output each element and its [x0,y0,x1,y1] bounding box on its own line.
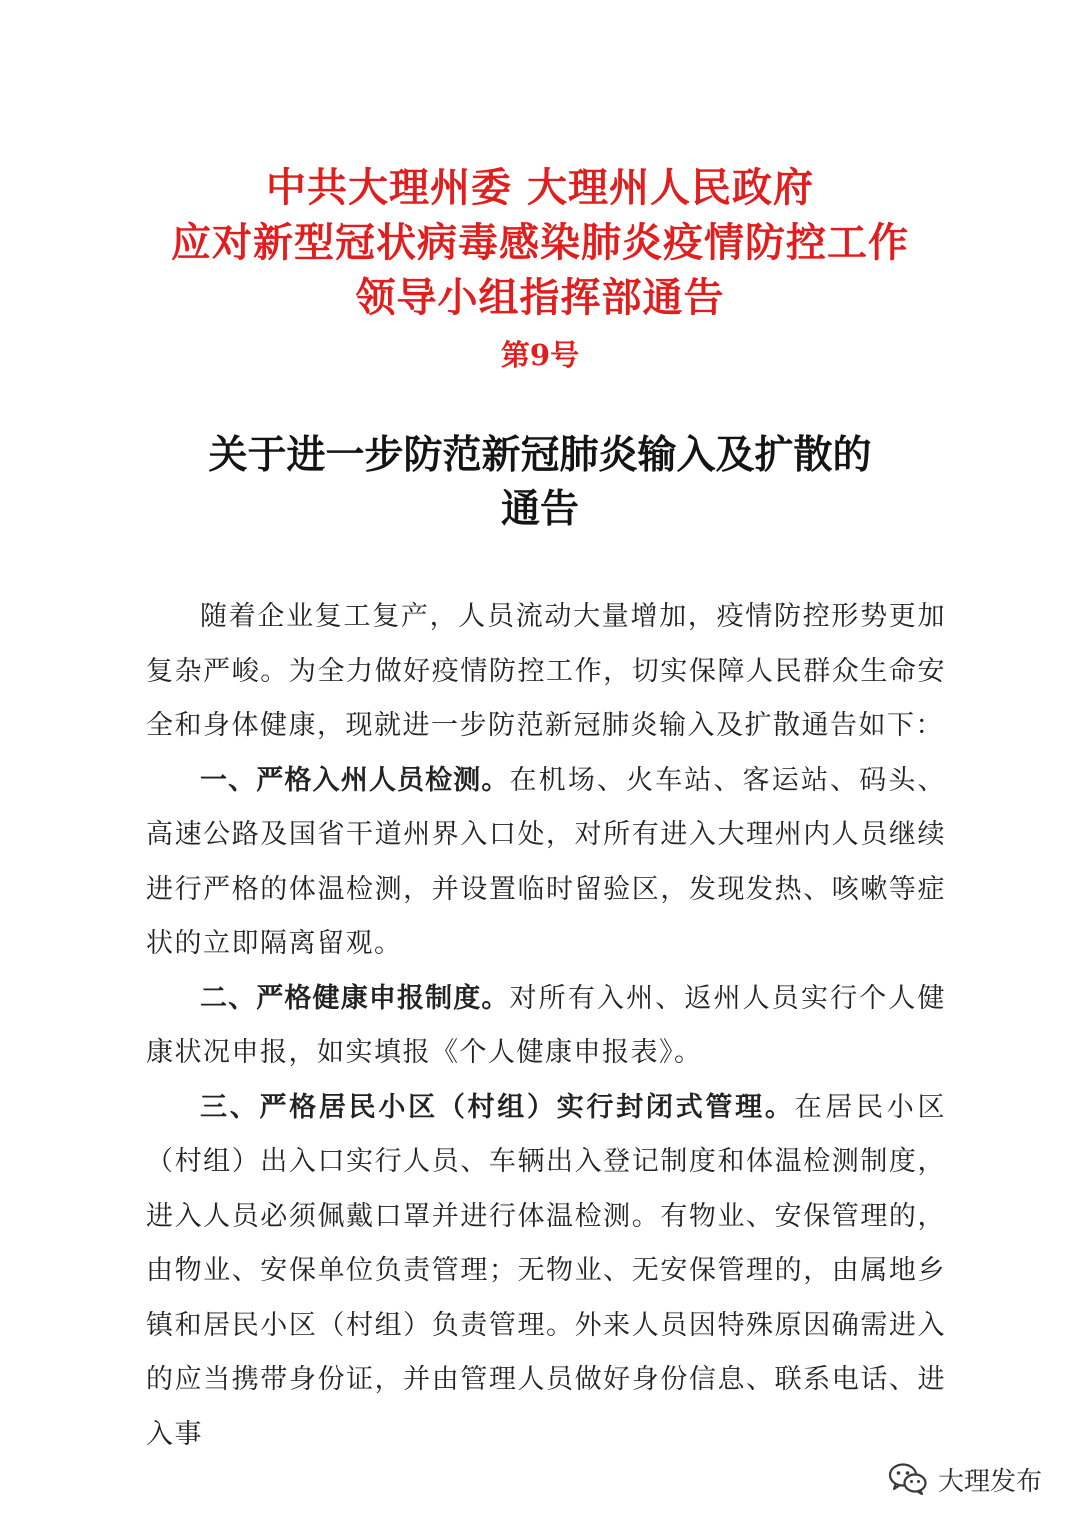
issuer-line-1: 中共大理州委 大理州人民政府 [266,164,814,211]
item-paragraph-2 [146,972,946,1081]
notice-title [0,428,1080,536]
item-text-1: 在机场、火车站、客运站、码头、高速公路及国省干道州界入口处，对所有进入大理州内人员继续进行严格的体温检测，并设置临时留验区，发现发热、咳嗽等症状的立即隔离留观。 [146,764,947,959]
source-watermark [888,1455,1042,1503]
notice-title-line-2: 通告 [500,486,579,532]
wechat-icon [888,1462,928,1496]
item-text-3: 在居民小区（村组）出入口实行人员、车辆出入登记制度和体温检测制度，进入人员必须佩戴口罩并进行体温检测。有物业、安保管理的，由物业、安保单位负责管理；无物业、无安保管理的，由属地乡镇和居民小区（村组）负责管理。外来人员因特殊原因确需进入的应当携带身份证，并由管理人员做好身份信息、联系电话、进入事 [146,1091,947,1450]
item-paragraph-1 [146,754,946,972]
item-text-2: 对所有入州、返州人员实行个人健康状况申报，如实填报《个人健康申报表》。 [146,982,947,1068]
intro-paragraph: 随着企业复工复产，人员流动大量增加，疫情防控形势更加复杂严峻。为全力做好疫情防控工作，切实保障人民群众生命安全和身体健康，现就进一步防范新冠肺炎输入及扩散通告如下： [146,601,946,741]
watermark-label: 大理发布 [938,1466,1043,1497]
item-heading-2: 二、严格健康申报制度。 [200,982,510,1014]
item-heading-3: 三、严格居民小区（村组）实行封闭式管理。 [200,1091,795,1123]
issuer-line-3: 领导小组指挥部通告 [355,274,725,321]
item-paragraph-3 [146,1081,946,1463]
issuer-line-2: 应对新型冠状病毒感染肺炎疫情防控工作 [171,219,909,266]
item-heading-1: 一、严格入州人员检测。 [200,764,510,796]
notice-title-line-1: 关于进一步防范新冠肺炎输入及扩散的 [208,432,872,478]
issuer-header [0,160,1080,377]
notice-number: 第9号 [500,338,580,372]
notice-body [146,590,946,1462]
